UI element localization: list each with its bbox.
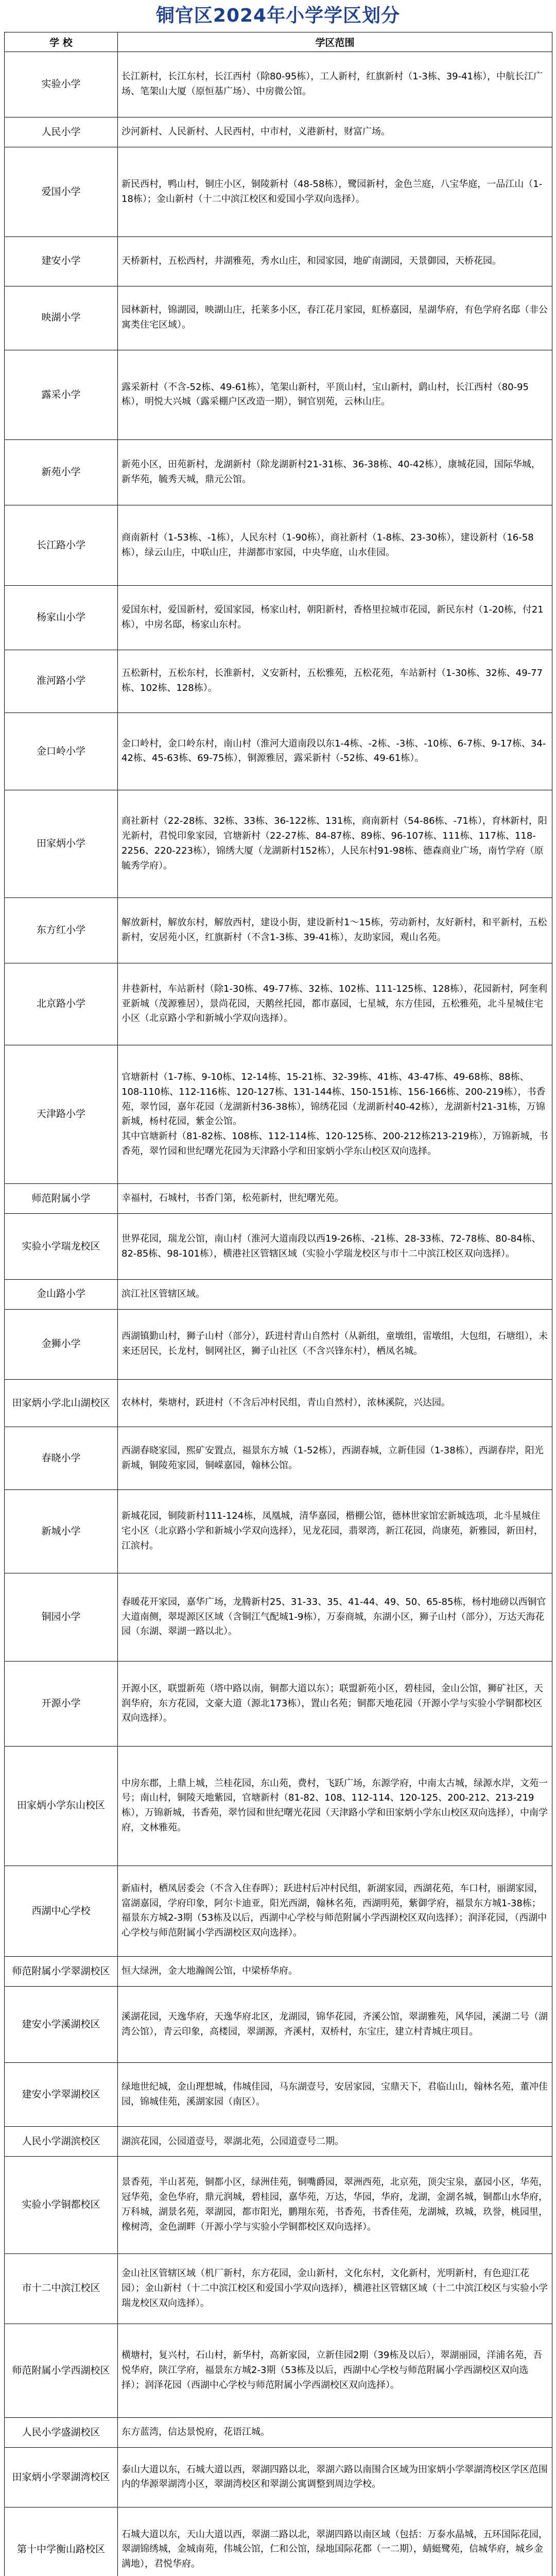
district-scope-cell xyxy=(118,117,552,147)
scope-paragraph: 官塘新村（1-7栋、9-10栋、12-14栋、15-21栋、32-39栋、41栋、43-47栋、49-68栋、88栋、108-110栋、112-116栋、120-127栋、131-144栋、150-151栋、156-166栋、200-219栋），书香苑，翠竹园，嘉年花园（龙湖新村36-38栋），锦绣花园（龙湖新村40-42栋），龙湖新村21-31栋，万锦新城，杨村花园，紫金公馆。 xyxy=(121,1071,546,1127)
school-name-cell: 实验小学 xyxy=(5,52,118,117)
district-scope-cell xyxy=(118,2418,552,2448)
scope-paragraph: 金口岭村，金口岭东村，南山村（淮河大道南段以东1-4栋、-2栋、-3栋、-10栋、6-7栋、9-17栋、34-42栋、45-63栋、69-75栋），铜源雅居，露采新村（-52栋、49-61栋）。 xyxy=(121,738,546,764)
scope-paragraph: 露采新村（不含-52栋、49-61栋），笔架山新村，平顶山村，宝山新村，鹞山村，长江西村（80-95栋），明悦大兴城（露采棚户区改造一期），铜官别苑，云林山庄。 xyxy=(121,381,529,408)
school-name-cell: 露采小学 xyxy=(5,350,118,440)
scope-paragraph: 西湖春晓家园，熙矿安置点，福景东方城（1-52栋），西湖春城，立新佳园（1-38栋），西湖春岸，阳光新城，铜陵苑家园，铜嵘嘉园，翰林公馆。 xyxy=(121,1445,544,1471)
school-name-cell: 铜园小学 xyxy=(5,1573,118,1662)
school-name-cell: 杨家山小学 xyxy=(5,586,118,650)
table-row xyxy=(5,2253,552,2324)
district-scope-cell xyxy=(118,1045,552,1184)
scope-paragraph: 长江新村，长江东村，长江西村（除80-95栋），工人新村，红旗新村（1-3栋、39-41栋），中航长江广场、笔架山大厦（原恒基广场）、中房微公馆。 xyxy=(121,71,543,97)
school-name-cell: 建安小学溪湖校区 xyxy=(5,1987,118,2063)
scope-paragraph: 世界花园，瑞龙公馆，南山村（淮河大道南段以西19-26栋、-21栋、28-33栋、72-78栋、80-84栋、82-85栋、98-101栋），横港社区管辖区域（实验小学瑞龙校区与市十二中滨江校区双向选择）。 xyxy=(121,1233,541,1259)
table-row xyxy=(5,286,552,350)
district-scope-cell xyxy=(118,2507,552,2576)
school-name-cell: 开源小学 xyxy=(5,1661,118,1746)
school-name-cell: 金口岭小学 xyxy=(5,713,118,790)
school-name-cell: 建安小学 xyxy=(5,237,118,286)
school-name-cell: 新苑小学 xyxy=(5,439,118,505)
scope-paragraph: 横塘村，复兴村，石山村，新华村，高新家园，立新佳园2期（39栋及以后），翠湖丽园，洋浦名苑，吾悦华府，陕江学府，福景东方城2-3期（53栋及以后，西湖中心学校与师范附属小学西湖校区双向选择）；润泽花园（西湖中心学校与师范附属小学西湖校区双向选择）。 xyxy=(121,2350,543,2391)
district-scope-cell xyxy=(118,1987,552,2063)
table-row xyxy=(5,1661,552,1746)
scope-paragraph: 其中官塘新村（81-82栋、108栋、112-114栋、120-125栋、200-212栋213-219栋），万锦新城，书香苑，翠竹园和世纪曙光花园为天津路小学和田家炳小学东山校区双向选择。 xyxy=(121,1131,548,1157)
school-name-cell: 师范附属小学翠湖校区 xyxy=(5,1957,118,1987)
table-row xyxy=(5,1279,552,1309)
district-scope-cell xyxy=(118,790,552,897)
district-scope-cell xyxy=(118,650,552,713)
district-scope-cell xyxy=(118,52,552,117)
district-scope-cell xyxy=(118,1746,552,1866)
school-name-cell: 映湖小学 xyxy=(5,286,118,350)
document-title: 铜官区2024年小学学区划分 xyxy=(155,5,401,26)
school-name-cell: 新城小学 xyxy=(5,1489,118,1573)
district-scope-cell xyxy=(118,1309,552,1379)
scope-paragraph: 幸福村，石城村，书香门第，松苑新村，世纪曙光苑。 xyxy=(121,1193,344,1204)
scope-paragraph: 农林村，柴塘村，跃进村（不含后冲村民组，青山自然村），浓林溪院，兴达园。 xyxy=(121,1397,450,1409)
scope-paragraph: 新苑小区，田苑新村，龙湖新村（除龙湖新村21-31栋、36-38栋、40-42栋），康城花园，国际华城，新华苑，毓秀天城，鼎元公馆。 xyxy=(121,459,541,485)
scope-paragraph: 商社新村（22-28栋、32栋、33栋、36-122栋、131栋，商南新村（54-86栋、-71栋），育林新村，阳光新村，君悦印象家园，官塘新村（22-27栋、84-87栋、89栋、96-107栋、111栋、117栋、118-2256、220-223栋），锦绣大厦（龙湖新村152栋），人民东村91-98栋、德森商业广场，南竹学府（原毓秀学府）。 xyxy=(121,816,547,871)
school-name-cell: 爱国小学 xyxy=(5,147,118,237)
district-scope-cell xyxy=(118,897,552,963)
school-name-cell: 师范附属小学西湖校区 xyxy=(5,2324,118,2417)
district-scope-cell xyxy=(118,1661,552,1746)
district-scope-cell xyxy=(118,2062,552,2126)
district-scope-cell xyxy=(118,586,552,650)
column-header-school: 学 校 xyxy=(5,32,118,52)
scope-paragraph: 开源小区，联盟新苑（塔中路以南，铜都大道以东）；联盟新苑小区，碧桂园，金山公馆，狮矿社区，天润华府，东方花园，文豪大道（源北173栋），置山名苑；铜都天地花园（开源小学与实验小学铜都校区双向选择）。 xyxy=(121,1683,543,1724)
school-name-cell: 人民小学 xyxy=(5,117,118,147)
scope-paragraph: 中房东郡，上鼎上城，兰桂花园，东山苑，费村，飞跃广场，东源学府，中南太古城，绿源水岸，文苑一号；南山村，铜陵天地紫园，官塘新村（81-82、108、112-114、120-125、200-212、213-219栋），万锦新城，书香苑，翠竹园和世纪曙光花园（天津路小学和田家炳小学东山校区双向选择），中南学府，文林雅苑。 xyxy=(121,1777,548,1834)
table-row xyxy=(5,2324,552,2417)
table-row xyxy=(5,2157,552,2253)
district-scope-cell xyxy=(118,2127,552,2157)
table-row xyxy=(5,147,552,237)
table-row xyxy=(5,897,552,963)
table-row xyxy=(5,1957,552,1987)
table-row xyxy=(5,650,552,713)
school-name-cell: 北京路小学 xyxy=(5,963,118,1045)
district-scope-cell xyxy=(118,1489,552,1573)
district-scope-cell xyxy=(118,1184,552,1214)
table-body xyxy=(5,52,552,2576)
scope-paragraph: 商南新村（1-53栋、-1栋），人民东村（1-90栋），商社新村（1-8栋、23-30栋），建设新村（16-58栋），绿云山庄，中联山庄，井湖都市家园，中央华庭，山水佳园。 xyxy=(121,532,534,558)
scope-paragraph: 沙河新村、人民新村、人民西村，中市村，义港新村，财富广场。 xyxy=(121,126,390,138)
scope-paragraph: 爱国东村，爱国新村，爱国家园，杨家山村，朝阳新村，香格里拉城市花园，新民东村（1-20栋，付21栋），中房名邸，杨家山东村。 xyxy=(121,604,544,631)
table-header-row xyxy=(5,32,552,52)
district-scope-cell xyxy=(118,1427,552,1490)
table-row xyxy=(5,1987,552,2063)
school-name-cell: 田家炳小学翠湖湾校区 xyxy=(5,2447,118,2507)
school-name-cell: 师范附属小学 xyxy=(5,1184,118,1214)
scope-paragraph: 新城花园，铜陵新村111-124栋，凤凰城，清华嘉园，楷棚公馆，德林世家馆宏新城选项，北斗星城住宅小区（北京路小学和新城小学双向选择），见龙花园，翡翠湾，新江花园，尚康苑，新雅园，新田村，江滨村。 xyxy=(121,1511,543,1551)
school-name-cell: 淮河路小学 xyxy=(5,650,118,713)
district-scope-cell xyxy=(118,2253,552,2324)
table-row xyxy=(5,52,552,117)
school-name-cell: 人民小学盛湖校区 xyxy=(5,2418,118,2448)
school-name-cell: 第十中学衡山路校区 xyxy=(5,2507,118,2576)
table-row xyxy=(5,1489,552,1573)
table-row xyxy=(5,350,552,440)
school-district-table xyxy=(4,32,552,2576)
table-row xyxy=(5,1309,552,1379)
scope-paragraph: 东方蓝湾，信达景悦府，花语江城。 xyxy=(121,2427,270,2438)
district-scope-cell xyxy=(118,2157,552,2253)
scope-paragraph: 新民西村，鸭山村，铜庄小区，铜陵新村（48-58栋），鹭园新村，金色兰庭，八宝华庭，一品江山（1-18栋）；金山新村（十二中滨江校区和爱国小学双向选择）。 xyxy=(121,178,543,205)
district-scope-cell xyxy=(118,1957,552,1987)
table-row xyxy=(5,1573,552,1662)
table-row xyxy=(5,2127,552,2157)
table-row xyxy=(5,1746,552,1866)
school-name-cell: 田家炳小学北山湖校区 xyxy=(5,1379,118,1427)
table-row xyxy=(5,963,552,1045)
table-row xyxy=(5,713,552,790)
table-row xyxy=(5,1379,552,1427)
district-scope-cell xyxy=(118,1573,552,1662)
table-row xyxy=(5,1214,552,1279)
school-name-cell: 市十二中滨江校区 xyxy=(5,2253,118,2324)
scope-paragraph: 天桥新村，五松西村，井湖雅苑，秀水山庄，和园家园，地矿南湖园，天景御园，天桥花园。 xyxy=(121,255,501,266)
scope-paragraph: 泰山大道以东，石城大道以西，翠湖四路以北，翠湖六路以南围合区域为田家炳小学翠湖湾校区学区范围内的华源翠湖湾小区，翠湖湾校区和翠湖公寓调整到周边学校。 xyxy=(121,2464,548,2490)
district-scope-cell xyxy=(118,505,552,586)
district-scope-cell xyxy=(118,237,552,286)
school-name-cell: 实验小学铜都校区 xyxy=(5,2157,118,2253)
table-row xyxy=(5,1866,552,1957)
scope-paragraph: 金山社区管辖区域（机厂新村，东方花园，金山新村，文化东村，文化新村，光明新村，有色迎江花园）；金山新村（十二中滨江校区和爱国小学双向选择），横港社区管辖区域（十二中滨江校区与实验小学瑞龙校区双向选择）。 xyxy=(121,2267,548,2309)
scope-paragraph: 恒大绿洲，金大地瀚阁公馆，中梁桥华府。 xyxy=(121,1965,298,1977)
school-name-cell: 实验小学瑞龙校区 xyxy=(5,1214,118,1279)
table-row xyxy=(5,505,552,586)
district-scope-cell xyxy=(118,1379,552,1427)
scope-paragraph: 井巷新村，车站新村（除1-30栋、49-77栋、32栋、102栋、111-125栋、128栋），花园新村，阿奎利亚新城（茂源雅居），景尚花园，天鹅丝托园，都市嘉园，七星城，东方佳园，五松雅苑，北斗星城住宅小区（北京路小学和新城小学双向选择）。 xyxy=(121,983,547,1024)
school-name-cell: 田家炳小学 xyxy=(5,790,118,897)
table-row xyxy=(5,2062,552,2126)
school-name-cell: 东方红小学 xyxy=(5,897,118,963)
school-name-cell: 建安小学翠湖校区 xyxy=(5,2062,118,2126)
table-row xyxy=(5,2507,552,2576)
school-name-cell: 西湖中心学校 xyxy=(5,1866,118,1957)
table-row xyxy=(5,586,552,650)
district-scope-cell xyxy=(118,963,552,1045)
district-scope-cell xyxy=(118,2447,552,2507)
district-scope-cell xyxy=(118,286,552,350)
district-scope-cell xyxy=(118,1214,552,1279)
district-scope-cell xyxy=(118,1279,552,1309)
table-row xyxy=(5,2418,552,2448)
table-row xyxy=(5,1427,552,1490)
district-scope-cell xyxy=(118,713,552,790)
school-name-cell: 金山路小学 xyxy=(5,1279,118,1309)
scope-paragraph: 溪湖花园，天逸华府，天逸华府北区，龙湖园，锦华花园，齐溪公馆，翠湖雅苑，风华园，溪湖二号（湖湾公馆），青云印象，高楼园，翠湖源，齐溪村，双桥村，东宝庄，建立村青城庄项目。 xyxy=(121,2011,548,2037)
school-name-cell: 人民小学湖滨校区 xyxy=(5,2127,118,2157)
scope-paragraph: 解放新村，解放东村，解放西村，建设小街，建设新村1～15栋，劳动新村，友好新村，和平新村，五松新村，安居苑小区，红旗新村（不含1-3栋、39-41栋），友助家园，观山名苑。 xyxy=(121,917,547,943)
table-row xyxy=(5,1184,552,1214)
scope-paragraph: 五松新村，五松东村，长淮新村，义安新村，五松雅苑，五松花苑，车站新村（1-30栋、32栋、49-77栋、102栋、128栋）。 xyxy=(121,668,543,694)
scope-paragraph: 景香苑，半山茗苑，铜都小区，绿洲佳苑，铜嘴爵园，翠洲西苑，北京苑，顶尖宝泉，嘉园小区，华苑，冠华苑，金色华府，鼎元润城，碧桂园，嘉华苑，万达，华园，华府，龙湖，金湖名城，铜都山水华府，万科城，湖景名苑，翠湖园，都市阳光，鹏翔东苑，书香苑，书香佳苑，龙湖城，玖城，玖誉，桃园里，橡树湾，金色湖畔（开源小学与实验小学铜都校区双向选择）。 xyxy=(121,2177,548,2232)
school-name-cell: 长江路小学 xyxy=(5,505,118,586)
district-scope-cell xyxy=(118,350,552,440)
table-row xyxy=(5,117,552,147)
scope-paragraph: 湖滨花园，公园道壹号，翠湖北苑，公园道壹号二期。 xyxy=(121,2136,344,2147)
scope-paragraph: 新庙村，栖凤居委会（不含入住春晖）；跃进村后冲村民组，新湖家园，西湖花苑，车口村，丽湖家园，富湖嘉园，学府印象，阿尔卡迪亚，阳光西湖，翰林名苑，西湖明苑，紫御学府，福景东方城1-38栋；福景东方城2-3期（53栋及以后，西湖中心学校与师范附属小学西湖校区双向选择）；润泽花园，（西湖中心学校与师范附属小学西湖校区双向选择）。 xyxy=(121,1883,547,1939)
table-row xyxy=(5,439,552,505)
table-row xyxy=(5,790,552,897)
district-scope-cell xyxy=(118,1866,552,1957)
scope-paragraph: 园林新村，锦湖园，映湖山庄，托莱多小区，春江花月家园，虹桥嘉园，星湖华府，有色学府名邸（非公寓类住宅区域）。 xyxy=(121,304,548,331)
scope-paragraph: 石城大道以东，天山大道以西，翠湖二路以北，翠湖四路以南区域（包括：万泰水晶城，五环国际花园，翠湖锦绣城，金城南苑，伟城公馆，仁和公馆，绿地国际花都（一二期），蜻蜓鹭苑，信城华府，城乡金满地），君悦华府。 xyxy=(121,2529,548,2570)
school-name-cell: 田家炳小学东山校区 xyxy=(5,1746,118,1866)
scope-paragraph: 春暖花开家园，嘉华广场，龙腾新村25、31-33、35、41-44、49、50、65-85栋，杨村地磅以西铜官大道南侧，翠堤源区区域（含铜江气配城1-9栋），万泰商城，东湖小区，狮子山村（部分），万达天海花园（东湖、翠湖一路以北）。 xyxy=(121,1596,546,1637)
school-name-cell: 春晓小学 xyxy=(5,1427,118,1490)
district-scope-cell xyxy=(118,147,552,237)
scope-paragraph: 滨江社区管辖区域。 xyxy=(121,1288,205,1299)
column-header-scope: 学区范围 xyxy=(118,32,552,52)
scope-paragraph: 绿地世纪城，金山理想城，伟城佳园，马东湖壹号，安居家园，宝鼎天下，君临山山，翰林名苑，董冲佳园，锦城佳苑，溪湖家园（南区）。 xyxy=(121,2081,548,2107)
scope-paragraph: 西湖镇勤山村，狮子山村（部分），跃进村青山自然村（从新组，童墩组，雷墩组，大包组，石塘组），未来还居民，长龙村，铜网社区，狮子山社区（不含兴锋东村），栖凤名城。 xyxy=(121,1331,548,1357)
school-name-cell: 金狮小学 xyxy=(5,1309,118,1379)
table-row xyxy=(5,2447,552,2507)
district-scope-cell xyxy=(118,2324,552,2417)
school-name-cell: 天津路小学 xyxy=(5,1045,118,1184)
table-row xyxy=(5,1045,552,1184)
district-scope-cell xyxy=(118,439,552,505)
table-row xyxy=(5,237,552,286)
